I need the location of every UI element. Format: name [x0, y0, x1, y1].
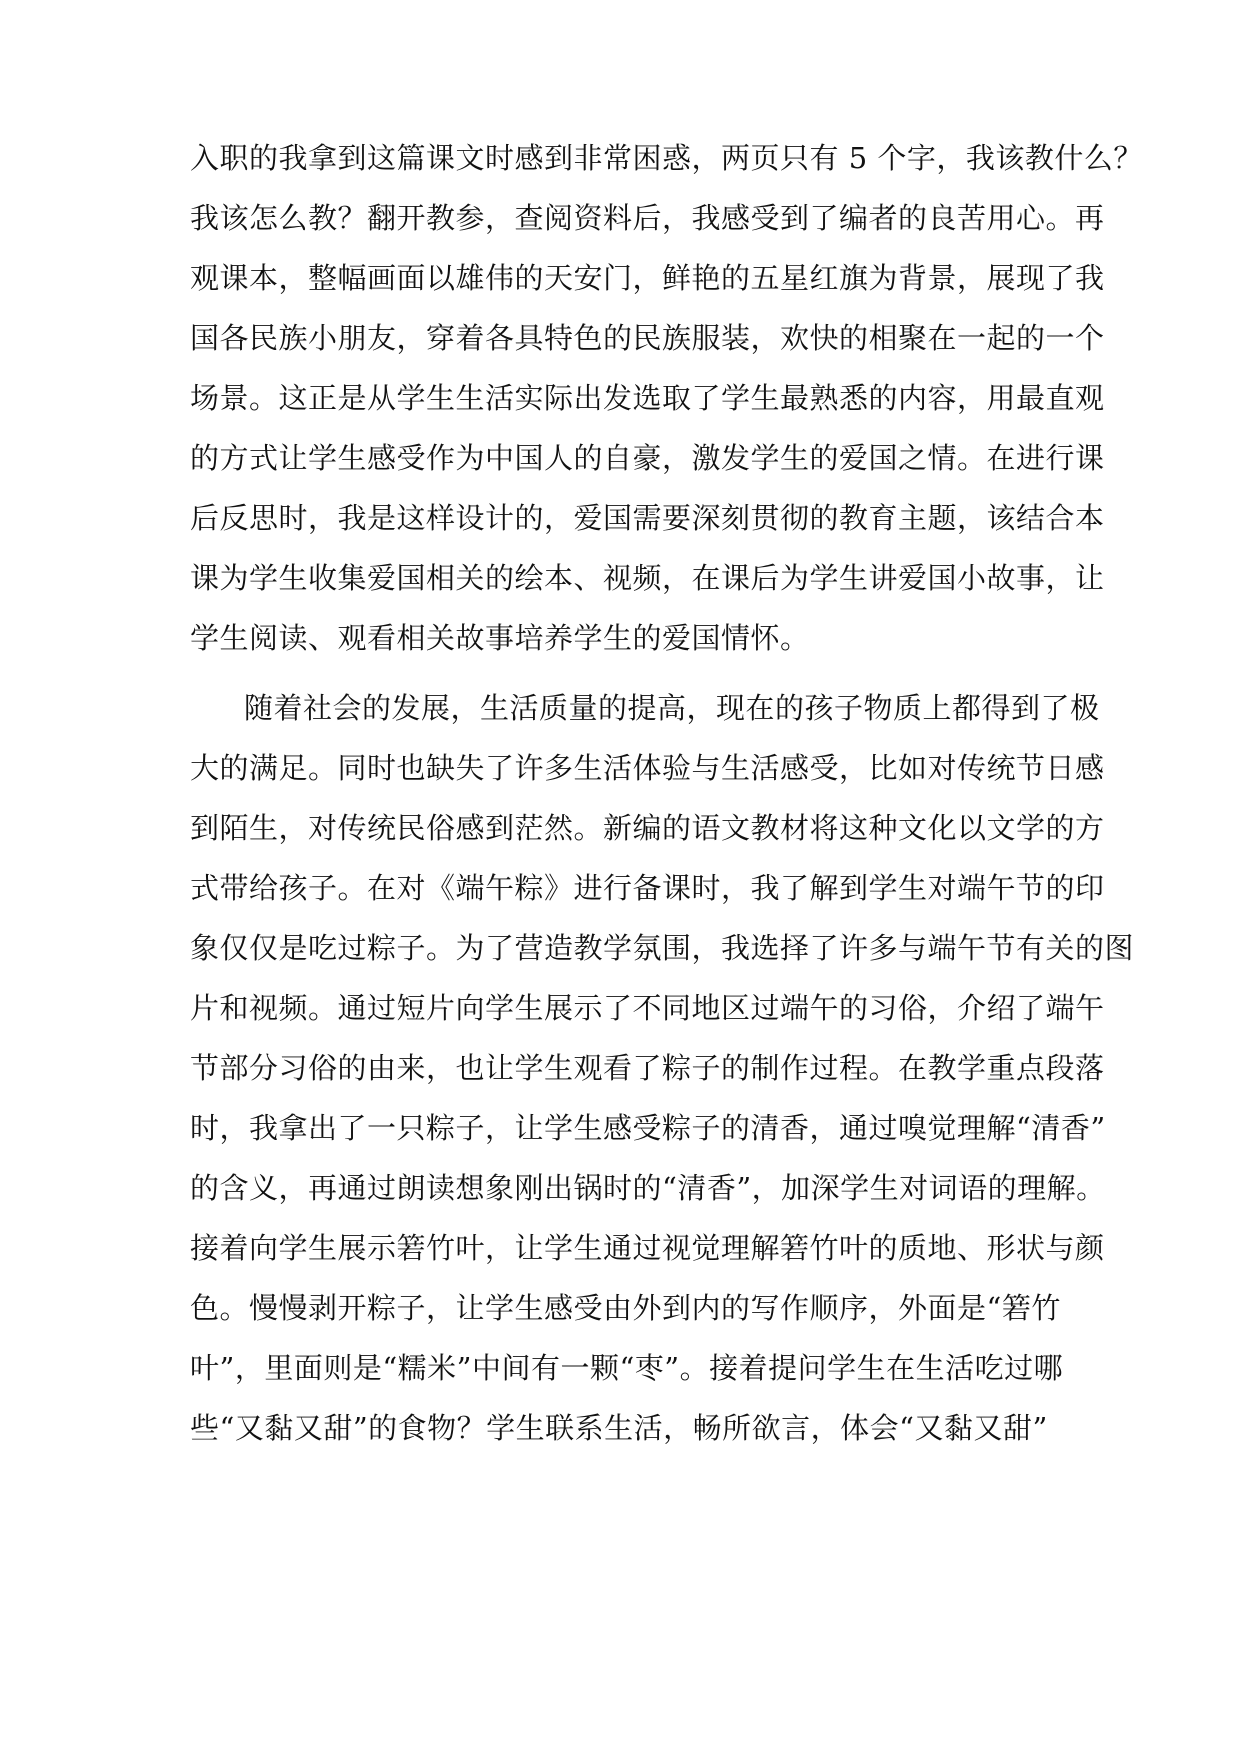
text-line: 随着社会的发展，生活质量的提高，现在的孩子物质上都得到了极 — [244, 691, 1100, 725]
text-line: 观课本，整幅画面以雄伟的天安门，鲜艳的五星红旗为背景，展现了我 — [190, 261, 1105, 295]
text-line: 场景。这正是从学生生活实际出发选取了学生最熟悉的内容，用最直观 — [190, 381, 1105, 415]
text-line: 时，我拿出了一只粽子，让学生感受粽子的清香，通过嗅觉理解“清香” — [190, 1111, 1106, 1145]
text-line: 式带给孩子。在对《端午粽》进行备课时，我了解到学生对端午节的印 — [190, 871, 1105, 905]
text-line: 节部分习俗的由来，也让学生观看了粽子的制作过程。在教学重点段落 — [190, 1051, 1105, 1085]
text-line: 的方式让学生感受作为中国人的自豪，激发学生的爱国之情。在进行课 — [190, 441, 1105, 475]
text-line: 我该怎么教？翻开教参，查阅资料后，我感受到了编者的良苦用心。再 — [190, 201, 1105, 235]
text-line: 课为学生收集爱国相关的绘本、视频，在课后为学生讲爱国小故事，让 — [190, 561, 1105, 595]
text-line: 学生阅读、观看相关故事培养学生的爱国情怀。 — [190, 621, 810, 655]
text-line: 国各民族小朋友，穿着各具特色的民族服装，欢快的相聚在一起的一个 — [190, 321, 1105, 355]
text-line: 大的满足。同时也缺失了许多生活体验与生活感受，比如对传统节日感 — [190, 751, 1105, 785]
text-line: 接着向学生展示箬竹叶，让学生通过视觉理解箬竹叶的质地、形状与颜 — [190, 1231, 1105, 1265]
text-line: 的含义，再通过朗读想象刚出锅时的“清香”，加深学生对词语的理解。 — [190, 1171, 1106, 1205]
text-line: 些“又黏又甜”的食物？学生联系生活，畅所欲言，体会“又黏又甜” — [190, 1411, 1048, 1445]
text-line: 叶”，里面则是“糯米”中间有一颗“枣”。接着提问学生在生活吃过哪 — [190, 1351, 1064, 1385]
text-line: 片和视频。通过短片向学生展示了不同地区过端午的习俗，介绍了端午 — [190, 991, 1105, 1025]
text-line: 色。慢慢剥开粽子，让学生感受由外到内的写作顺序，外面是“箬竹 — [190, 1291, 1061, 1325]
text-line: 象仅仅是吃过粽子。为了营造教学氛围，我选择了许多与端午节有关的图 — [190, 931, 1135, 965]
text-line: 到陌生，对传统民俗感到茫然。新编的语文教材将这种文化以文学的方 — [190, 811, 1105, 845]
text-line: 后反思时，我是这样设计的，爱国需要深刻贯彻的教育主题，该结合本 — [190, 501, 1105, 535]
text-line: 入职的我拿到这篇课文时感到非常困惑，两页只有 5 个字，我该教什么？ — [190, 141, 1143, 175]
